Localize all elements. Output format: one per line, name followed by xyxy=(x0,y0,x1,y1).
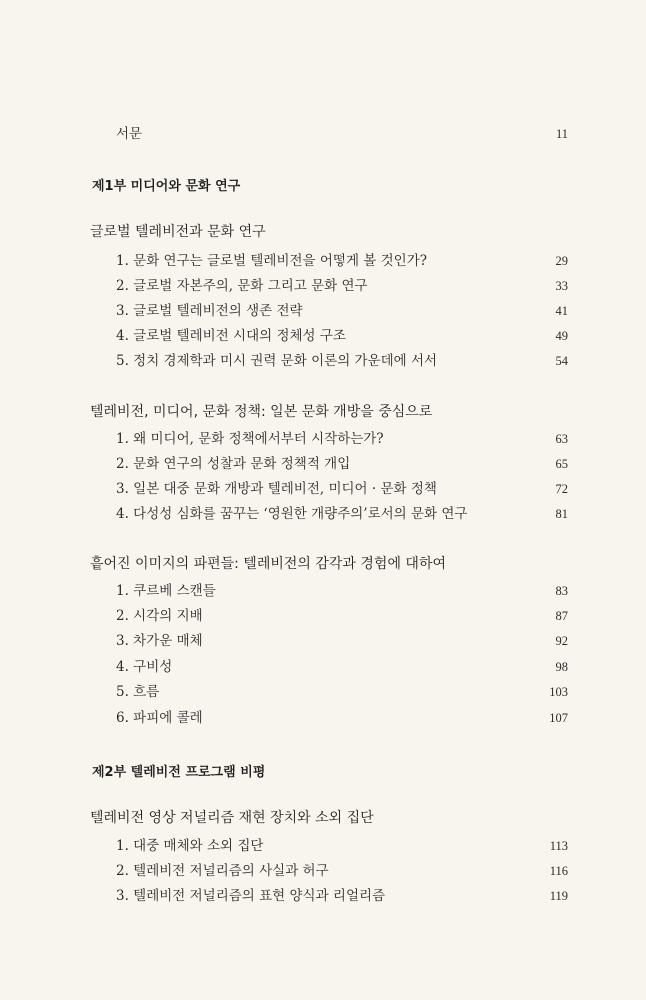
toc-entry-label: 3. 차가운 매체 xyxy=(116,633,203,649)
toc-entry-label: 2. 텔레비전 저널리즘의 사실과 허구 xyxy=(116,863,329,879)
toc-page-number: 33 xyxy=(555,279,568,293)
toc-entry xyxy=(116,452,568,472)
toc-entry xyxy=(116,299,568,319)
toc-entry xyxy=(116,349,568,369)
toc-entry-label: 4. 글로벌 텔레비전 시대의 정체성 구조 xyxy=(116,328,346,344)
toc-entry-label: 4. 다성성 심화를 꿈꾸는 ‘영원한 개량주의’로서의 문화 연구 xyxy=(116,506,468,522)
toc-page-number: 98 xyxy=(555,660,568,674)
toc-entry xyxy=(116,502,568,522)
toc-page-number: 54 xyxy=(555,354,568,368)
toc-page-number: 83 xyxy=(555,584,568,598)
toc-page-number: 41 xyxy=(555,304,568,318)
toc-entry xyxy=(116,274,568,294)
chapter-title: 흩어진 이미지의 파편들: 텔레비전의 감각과 경험에 대하여 xyxy=(90,556,446,572)
toc-page-number: 87 xyxy=(555,609,568,623)
toc-entry xyxy=(116,604,568,624)
toc-entry xyxy=(116,655,568,675)
toc-entry xyxy=(116,859,568,879)
toc-page-number: 11 xyxy=(555,127,568,141)
toc-page-number: 29 xyxy=(555,254,568,268)
toc-entry-label: 3. 일본 대중 문화 개방과 텔레비전, 미디어 · 문화 정책 xyxy=(116,481,437,497)
toc-entry xyxy=(116,706,568,726)
toc-page-number: 65 xyxy=(555,457,568,471)
toc-entry xyxy=(116,427,568,447)
toc-entry xyxy=(116,680,568,700)
toc-page-number: 92 xyxy=(555,634,568,648)
toc-entry xyxy=(116,884,568,904)
toc-entry-label: 2. 시각의 지배 xyxy=(116,608,203,624)
part-title: 제1부 미디어와 문화 연구 xyxy=(92,179,241,194)
toc-entry-label: 서문 xyxy=(116,126,143,142)
toc-preface xyxy=(116,122,568,142)
toc-page-number: 63 xyxy=(555,432,568,446)
toc-entry xyxy=(116,629,568,649)
toc-entry-label: 3. 텔레비전 저널리즘의 표현 양식과 리얼리즘 xyxy=(116,888,386,904)
toc-entry xyxy=(116,834,568,854)
chapter-title: 글로벌 텔레비전과 문화 연구 xyxy=(90,224,266,240)
toc-entry-label: 4. 구비성 xyxy=(116,659,173,675)
toc-page-number: 49 xyxy=(555,329,568,343)
toc-page-number: 72 xyxy=(555,482,568,496)
toc-entry-label: 5. 흐름 xyxy=(116,684,160,700)
toc-page-number: 119 xyxy=(549,889,568,903)
toc-page-number: 103 xyxy=(549,685,568,699)
toc-entry xyxy=(116,579,568,599)
toc-entry-label: 2. 글로벌 자본주의, 문화 그리고 문화 연구 xyxy=(116,278,368,294)
toc-entry-label: 6. 파피에 콜레 xyxy=(116,710,203,726)
toc-page-number: 107 xyxy=(549,711,568,725)
toc-entry-label: 2. 문화 연구의 성찰과 문화 정책적 개입 xyxy=(116,456,351,472)
chapter-title: 텔레비전 영상 저널리즘 재현 장치와 소외 집단 xyxy=(90,810,374,826)
toc-entry-label: 1. 문화 연구는 글로벌 텔레비전을 어떻게 볼 것인가? xyxy=(116,253,427,269)
toc-entry-label: 3. 글로벌 텔레비전의 생존 전략 xyxy=(116,303,303,319)
chapter-title: 텔레비전, 미디어, 문화 정책: 일본 문화 개방을 중심으로 xyxy=(90,404,433,420)
toc-entry-label: 5. 정치 경제학과 미시 권력 문화 이론의 가운데에 서서 xyxy=(116,353,438,369)
toc-page-number: 81 xyxy=(555,507,568,521)
toc-entry-label: 1. 왜 미디어, 문화 정책에서부터 시작하는가? xyxy=(116,431,384,447)
toc-entry-label: 1. 쿠르베 스캔들 xyxy=(116,583,216,599)
toc-page-number: 116 xyxy=(549,864,568,878)
part-title: 제2부 텔레비전 프로그램 비평 xyxy=(92,765,266,780)
toc-entry xyxy=(116,324,568,344)
toc-entry xyxy=(116,477,568,497)
toc-page-number: 113 xyxy=(549,839,568,853)
toc-entry-label: 1. 대중 매체와 소외 집단 xyxy=(116,838,264,854)
toc-entry xyxy=(116,249,568,269)
